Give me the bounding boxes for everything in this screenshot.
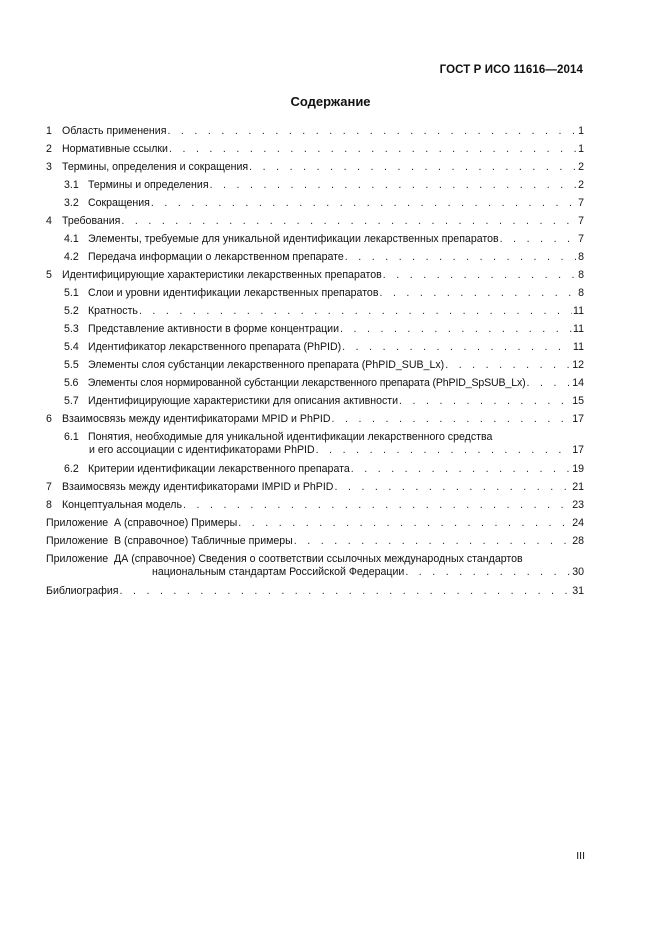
toc-appendix-title: Приложение В (справочное) Табличные примеры	[46, 535, 293, 547]
toc-entry-page: 8	[578, 251, 584, 263]
toc-entry-title: Элементы слоя субстанции лекарственного препарата (PhPID_SUB_Lx)	[87, 359, 445, 371]
toc-subentry[interactable]	[46, 395, 584, 408]
toc-entry-number: 5.1	[64, 287, 79, 299]
toc-entry-number: 7	[46, 481, 52, 493]
toc-subentry[interactable]	[46, 377, 584, 390]
dot-leader	[445, 359, 571, 372]
dot-leader	[316, 444, 572, 457]
toc-appendix-title: Приложение А (справочное) Примеры	[46, 517, 238, 529]
toc-entry-page: 2	[578, 179, 584, 191]
toc-subentry[interactable]	[46, 251, 584, 264]
toc-entry-title: Передача информации о лекарственном препарате	[87, 251, 344, 263]
toc-appendix-entry[interactable]	[46, 517, 584, 530]
toc-entry-number: 6	[46, 413, 52, 425]
toc-entry-number: 5	[46, 269, 52, 281]
toc-entry-number: 8	[46, 499, 52, 511]
toc-entry-title: Концептуальная модель	[61, 499, 182, 511]
toc-entry-page: 11	[573, 323, 584, 335]
toc-entry-page: 19	[572, 463, 584, 475]
toc-entry-page: 7	[578, 197, 584, 209]
toc-entry-page: 23	[572, 499, 584, 511]
toc-entry-page: 1	[578, 125, 584, 137]
toc-entry[interactable]	[46, 215, 584, 228]
toc-subentry[interactable]	[46, 305, 584, 318]
toc-entry-number: 3.2	[64, 197, 79, 209]
dot-leader	[249, 161, 577, 174]
dot-leader	[351, 463, 571, 476]
toc-entry-title: Элементы, требуемые для уникальной идентификации лекарственных препаратов	[87, 233, 499, 245]
toc-entry-title: Нормативные ссылки	[61, 143, 168, 155]
dot-leader	[345, 251, 577, 264]
toc-entry-title: Термины и определения	[87, 179, 209, 191]
toc-subentry[interactable]	[46, 323, 584, 336]
toc-entry[interactable]	[46, 269, 584, 282]
toc-appendix-entry[interactable]	[46, 553, 584, 579]
dot-leader	[294, 535, 571, 548]
dot-leader	[526, 377, 571, 390]
page-number: III	[576, 850, 585, 862]
toc-entry-title: Взаимосвязь между идентификаторами IMPID и PhPID	[61, 481, 334, 493]
toc-entry-number: 1	[46, 125, 52, 137]
toc-entry[interactable]	[46, 125, 584, 138]
toc-entry-page: 14	[572, 377, 584, 389]
toc-entry[interactable]	[46, 499, 584, 512]
dot-leader	[210, 179, 578, 192]
toc-entry-page: 28	[572, 535, 584, 547]
dot-leader	[399, 395, 571, 408]
dot-leader	[167, 125, 577, 138]
toc-subentry[interactable]	[46, 287, 584, 300]
toc-appendix-title-line1: Приложение ДА (справочное) Сведения о соответствии ссылочных международных стандартов	[46, 553, 523, 565]
toc-subentry[interactable]	[46, 359, 584, 372]
toc-entry-number: 5.4	[64, 341, 79, 353]
toc-entry-number: 5.7	[64, 395, 79, 407]
toc-entry-number: 6.1	[64, 431, 79, 443]
toc-entry-number: 4.2	[64, 251, 79, 263]
toc-entry-title: Область применения	[61, 125, 167, 137]
toc-entry-page: 7	[578, 215, 584, 227]
toc-entry-number: 4	[46, 215, 52, 227]
toc-appendix-title-line2: национальным стандартам Российской Федерации	[152, 566, 405, 578]
toc-subentry[interactable]	[46, 341, 584, 354]
dot-leader	[332, 413, 572, 426]
toc-entry-page: 8	[578, 287, 584, 299]
toc-entry-title: Сокращения	[87, 197, 150, 209]
toc-entry-title-line1: Понятия, необходимые для уникальной идентификации лекарственного средства	[87, 431, 493, 443]
toc-entry-page: 30	[572, 566, 584, 578]
standard-code: ГОСТ Р ИСО 11616—2014	[439, 64, 583, 76]
dot-leader	[119, 585, 571, 598]
toc-entry[interactable]	[46, 413, 584, 426]
toc-entry-number: 3	[46, 161, 52, 173]
toc-entry-page: 11	[573, 341, 584, 353]
toc-appendix-entry[interactable]	[46, 535, 584, 548]
dot-leader	[405, 566, 571, 579]
toc-subentry[interactable]	[46, 179, 584, 192]
toc-entry-title: Элементы слоя нормированной субстанции лекарственного препарата (PhPID_SpSUB_Lx)	[87, 377, 526, 389]
toc-entry-title: Идентифицирующие характеристики для описания активности	[87, 395, 399, 407]
toc-entry-number: 5.6	[64, 377, 79, 389]
toc-entry-number: 3.1	[64, 179, 79, 191]
toc-entry-page: 21	[572, 481, 584, 493]
toc-entry-number: 4.1	[64, 233, 79, 245]
toc-subentry[interactable]	[46, 197, 584, 210]
dot-leader	[379, 287, 577, 300]
toc-entry-number: 5.5	[64, 359, 79, 371]
toc-entry-title-line2: и его ассоциации с идентификаторами PhPID	[89, 444, 315, 456]
toc-entry-page: 17	[572, 413, 584, 425]
dot-leader	[169, 143, 577, 156]
dot-leader	[500, 233, 577, 246]
toc-entry-page: 11	[573, 305, 584, 317]
dot-leader	[121, 215, 577, 228]
toc-entry-title: Идентифицирующие характеристики лекарственных препаратов	[61, 269, 382, 281]
toc-entry-title: Идентификатор лекарственного препарата (PhPID)	[87, 341, 342, 353]
toc-entry-number: 6.2	[64, 463, 79, 475]
toc-entry-page: 8	[578, 269, 584, 281]
toc-title: Содержание	[290, 94, 371, 109]
dot-leader	[340, 323, 572, 336]
toc-entry[interactable]	[46, 143, 584, 156]
toc-entry-title: Требования	[61, 215, 121, 227]
dot-leader	[183, 499, 571, 512]
toc-entry-title: Слои и уровни идентификации лекарственных препаратов	[87, 287, 379, 299]
toc-entry[interactable]	[46, 481, 584, 494]
toc-entry-page: 17	[572, 444, 584, 456]
toc-entry-title: Взаимосвязь между идентификаторами MPID и PhPID	[61, 413, 331, 425]
toc-entry-title: Библиография	[46, 585, 119, 597]
toc-entry-title: Представление активности в форме концентрации	[87, 323, 339, 335]
toc-entry-page: 2	[578, 161, 584, 173]
dot-leader	[139, 305, 572, 318]
toc-entry-page: 31	[572, 585, 584, 597]
dot-leader	[151, 197, 577, 210]
toc-entry-title: Термины, определения и сокращения	[61, 161, 249, 173]
toc-entry-number: 5.2	[64, 305, 79, 317]
toc-entry-page: 1	[578, 143, 584, 155]
toc-entry-page: 12	[572, 359, 584, 371]
toc-subentry[interactable]	[46, 431, 584, 457]
toc-entry-page: 7	[578, 233, 584, 245]
toc-bibliography-entry[interactable]	[46, 585, 584, 598]
dot-leader	[334, 481, 571, 494]
toc-entry-page: 15	[572, 395, 584, 407]
toc-entry-title: Кратность	[87, 305, 138, 317]
toc-entry[interactable]	[46, 161, 584, 174]
toc-entry-number: 2	[46, 143, 52, 155]
toc-subentry[interactable]	[46, 463, 584, 476]
dot-leader	[383, 269, 577, 282]
toc-entry-number: 5.3	[64, 323, 79, 335]
dot-leader	[342, 341, 572, 354]
dot-leader	[238, 517, 571, 530]
toc-subentry[interactable]	[46, 233, 584, 246]
toc-entry-page: 24	[572, 517, 584, 529]
toc-entry-title: Критерии идентификации лекарственного препарата	[87, 463, 350, 475]
